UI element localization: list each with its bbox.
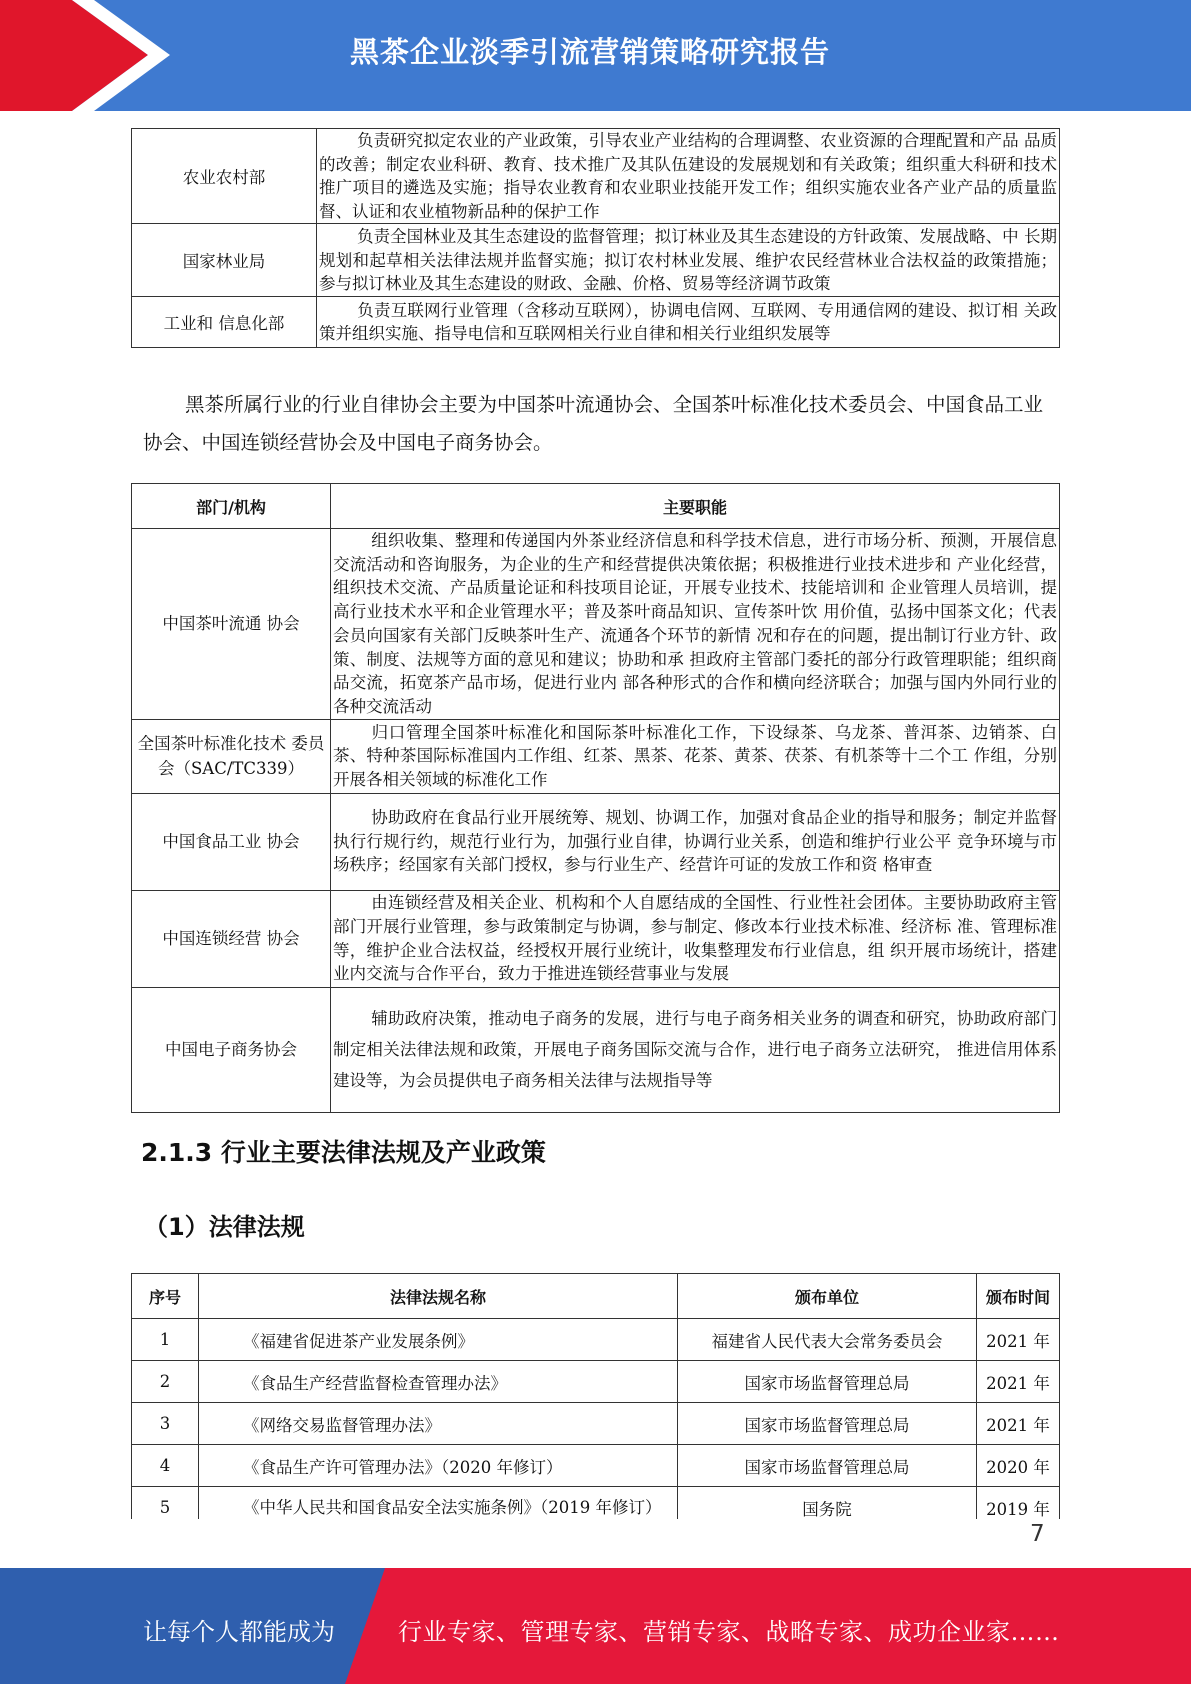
department-name: 国家林业局 [132, 224, 317, 297]
law-table [131, 1273, 1060, 1519]
law-year: 2020 年 [977, 1445, 1060, 1487]
section-heading: 2.1.3 行业主要法律法规及产业政策 [141, 1138, 546, 1167]
footer-slogan-left: 让每个人都能成为 [143, 1618, 335, 1646]
law-name: 《食品生产许可管理办法》（2020 年修订） [199, 1445, 678, 1487]
law-issuer: 福建省人民代表大会常务委员会 [678, 1319, 977, 1361]
table-row [132, 987, 1060, 1112]
law-number: 2 [132, 1361, 199, 1403]
association-duty: 辅助政府决策，推动电子商务的发展，进行与电子商务相关业务的调查和研究，协助政府部门制定相关法律法规和政策，开展电子商务国际交流与合作，进行电子商务立法研究， 推进信用体系建设等，为会员提供电子商务相关法律与法规指导等 [331, 987, 1060, 1112]
law-name: 《中华人民共和国食品安全法实施条例》（2019 年修订） [199, 1487, 678, 1520]
association-duty: 由连锁经营及相关企业、机构和个人自愿结成的全国性、行业性社会团体。主要协助政府主管部门开展行业管理，参与政策制定与协调，参与制定、修改本行业技术标准、经济标 准、管理标准等，维护企业合法权益，经授权开展行业统计，收集整理发布行业信息，组 织开展市场统计，搭建业内交流与合作平台，致力于推进连锁经营事业与发展 [331, 890, 1060, 987]
association-duty: 协助政府在食品行业开展统筹、规划、协调工作，加强对食品企业的指导和服务；制定并监督执行行规行约，规范行业行为，加强行业自律，协调行业关系，创造和维护行业公平 竞争环境与市场秩序；经国家有关部门授权，参与行业生产、经营许可证的发放工作和资 格审查 [331, 793, 1060, 890]
law-issuer: 国家市场监督管理总局 [678, 1361, 977, 1403]
table-row [132, 1445, 1060, 1487]
column-header: 法律法规名称 [199, 1274, 678, 1319]
table-row [132, 129, 1060, 224]
association-duty: 组织收集、整理和传递国内外茶业经济信息和科学技术信息，进行市场分析、预测，开展信息交流活动和咨询服务，为企业的生产和经营提供决策依据；积极推进行业技术进步和 产业化经营，组织技术交流、产品质量论证和科技项目论证，开展专业技术、技能培训和 企业管理人员培训，提高行业技术水平和企业管理水平；普及茶叶商品知识、宣传茶叶饮 用价值，弘扬中国茶文化；代表会员向国家有关部门反映茶叶生产、流通各个环节的新情 况和存在的问题，提出制订行业方针、政策、制度、法规等方面的意见和建议；协助和承 担政府主管部门委托的部分行政管理职能；组织商品交流，拓宽茶产品市场，促进行业内 部各种形式的合作和横向经济联合；加强与国内外同行业的各种交流活动 [331, 529, 1060, 720]
department-table [131, 128, 1060, 348]
body-paragraph: 黑茶所属行业的行业自律协会主要为中国茶叶流通协会、全国茶叶标准化技术委员会、中国食品工业协会、中国连锁经营协会及中国电子商务协会。 [143, 393, 1044, 454]
association-name: 中国茶叶流通 协会 [132, 529, 331, 720]
law-number: 1 [132, 1319, 199, 1361]
table-row [132, 1487, 1060, 1520]
law-year: 2021 年 [977, 1361, 1060, 1403]
law-name: 《食品生产经营监督检查管理办法》 [199, 1361, 678, 1403]
column-header: 部门/机构 [132, 484, 331, 529]
sub-heading: （1）法律法规 [144, 1213, 305, 1241]
table-row [132, 529, 1060, 720]
association-name: 中国电子商务协会 [132, 987, 331, 1112]
page-number: 7 [1030, 1521, 1045, 1547]
law-issuer: 国家市场监督管理总局 [678, 1403, 977, 1445]
table-header-row [132, 484, 1060, 529]
law-year: 2019 年 [977, 1487, 1060, 1520]
column-header: 颁布单位 [678, 1274, 977, 1319]
law-year: 2021 年 [977, 1403, 1060, 1445]
table-row [132, 1361, 1060, 1403]
law-number: 3 [132, 1403, 199, 1445]
header-title: 黑茶企业淡季引流营销策略研究报告 [350, 35, 831, 69]
column-header: 主要职能 [331, 484, 1060, 529]
association-table [131, 483, 1060, 1113]
table-row [132, 1319, 1060, 1361]
law-name: 《网络交易监督管理办法》 [199, 1403, 678, 1445]
table-row [132, 1403, 1060, 1445]
column-header: 序号 [132, 1274, 199, 1319]
department-name: 工业和 信息化部 [132, 297, 317, 348]
department-duty: 负责全国林业及其生态建设的监督管理；拟订林业及其生态建设的方针政策、发展战略、中 长期规划和起草相关法律法规并监督实施；拟订农村林业发展、维护农民经营林业合法权益的政策措施；参与拟订林业及其生态建设的财政、金融、价格、贸易等经济调节政策 [317, 224, 1060, 297]
department-duty: 负责互联网行业管理（含移动互联网），协调电信网、互联网、专用通信网的建设、拟订相 关政策并组织实施、指导电信和互联网相关行业自律和相关行业组织发展等 [317, 297, 1060, 348]
law-number: 5 [132, 1487, 199, 1520]
association-duty: 归口管理全国茶叶标准化和国际茶叶标准化工作，下设绿茶、乌龙茶、普洱茶、边销茶、白茶、特种茶国际标准国内工作组、红茶、黑茶、花茶、黄茶、茯茶、有机茶等十二个工 作组，分别开展各相关领域的标准化工作 [331, 719, 1060, 793]
law-name: 《福建省促进茶产业发展条例》 [199, 1319, 678, 1361]
table-row [132, 793, 1060, 890]
department-duty: 负责研究拟定农业的产业政策，引导农业产业结构的合理调整、农业资源的合理配置和产品 品质的改善；制定农业科研、教育、技术推广及其队伍建设的发展规划和有关政策；组织重大科研和技术推广项目的遴选及实施；指导农业教育和农业职业技能开发工作；组织实施农业各产业产品的质量监督、认证和农业植物新品种的保护工作 [317, 129, 1060, 224]
law-number: 4 [132, 1445, 199, 1487]
law-year: 2021 年 [977, 1319, 1060, 1361]
law-issuer: 国家市场监督管理总局 [678, 1445, 977, 1487]
association-name: 中国食品工业 协会 [132, 793, 331, 890]
table-header-row [132, 1274, 1060, 1319]
table-row [132, 224, 1060, 297]
footer-slogan-right: 行业专家、管理专家、营销专家、战略专家、成功企业家…… [398, 1618, 1060, 1646]
law-table-container [131, 1273, 1062, 1519]
column-header: 颁布时间 [977, 1274, 1060, 1319]
table-row [132, 890, 1060, 987]
table-row [132, 297, 1060, 348]
association-name: 中国连锁经营 协会 [132, 890, 331, 987]
law-issuer: 国务院 [678, 1487, 977, 1520]
department-name: 农业农村部 [132, 129, 317, 224]
table-row [132, 719, 1060, 793]
association-name: 全国茶叶标准化技术 委员会（SAC/TC339） [132, 719, 331, 793]
